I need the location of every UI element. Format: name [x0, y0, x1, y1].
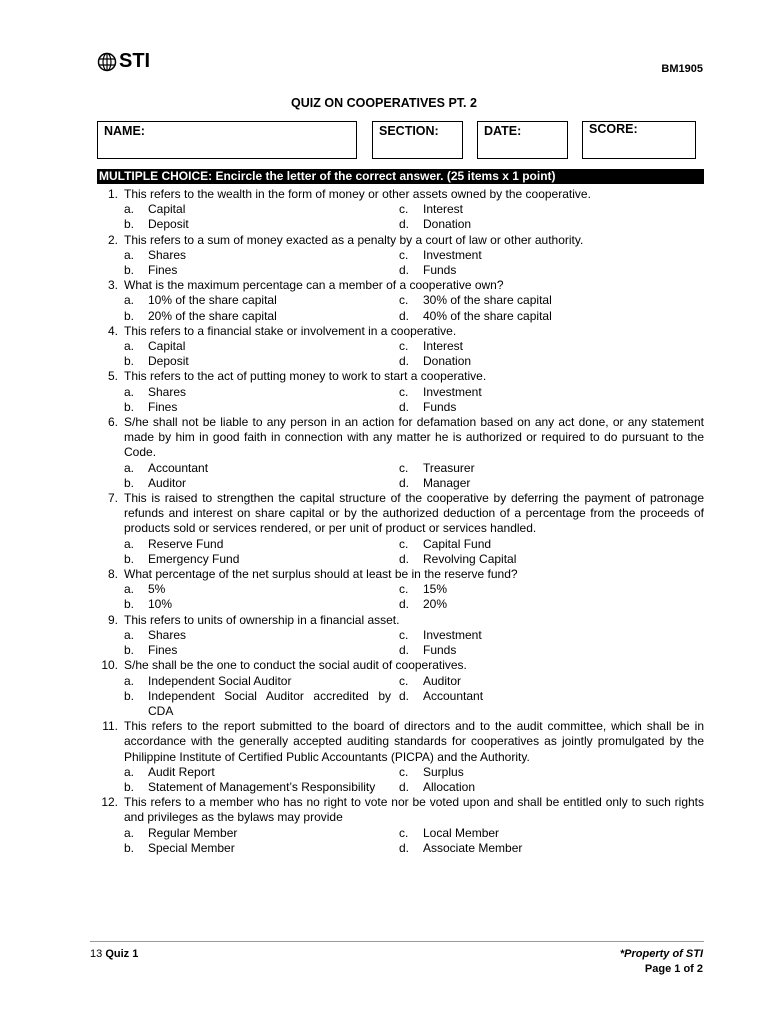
- option-text: Local Member: [423, 825, 500, 840]
- option-letter: c.: [399, 582, 409, 597]
- option-indent: [97, 628, 124, 658]
- option-text: Deposit: [148, 217, 189, 232]
- answer-option[interactable]: [399, 552, 704, 567]
- question-item: [97, 613, 704, 659]
- question-number: 10.: [101, 658, 118, 673]
- option-letter: a.: [124, 247, 135, 262]
- option-letter: d.: [399, 399, 410, 414]
- option-text: Donation: [423, 217, 472, 232]
- option-letter: c.: [399, 339, 409, 354]
- answer-option[interactable]: [124, 643, 399, 658]
- question-text: What percentage of the net surplus should at least be in the reserve fund?: [124, 567, 518, 582]
- answer-option[interactable]: [399, 309, 704, 324]
- option-text: 30% of the share capital: [423, 293, 552, 308]
- answer-option[interactable]: [399, 400, 704, 415]
- option-text: Shares: [148, 627, 187, 642]
- option-letter: c.: [399, 825, 409, 840]
- option-letter: a.: [124, 460, 135, 475]
- option-letter: d.: [399, 475, 410, 490]
- question-number: 5.: [107, 369, 118, 384]
- option-letter: a.: [124, 627, 135, 642]
- answer-option[interactable]: [124, 628, 399, 643]
- question-text: This refers to a sum of money exacted as a penalty by a court of law or other authority.: [124, 232, 584, 247]
- option-letter: c.: [399, 536, 409, 551]
- option-letter: a.: [124, 764, 135, 779]
- question-item: [97, 369, 704, 415]
- question-number: 7.: [107, 491, 118, 506]
- option-letter: c.: [399, 460, 409, 475]
- answer-option[interactable]: [124, 826, 399, 841]
- option-text: Fines: [148, 263, 178, 278]
- option-letter: a.: [124, 384, 135, 399]
- option-text: Statement of Management’s Responsibility: [148, 779, 376, 794]
- answer-option[interactable]: [399, 780, 704, 795]
- option-grid: [124, 202, 704, 232]
- option-letter: b.: [124, 643, 135, 658]
- answer-option[interactable]: [399, 476, 704, 491]
- answer-option[interactable]: [399, 537, 704, 552]
- option-letter: c.: [399, 247, 409, 262]
- question-text: S/he shall not be liable to any person in an action for defamation based on any act done, or any statement made by him in good faith in connection with any matter he is authorized or required to do pursuant to the Code.: [124, 415, 704, 460]
- option-text: Allocation: [423, 779, 476, 794]
- option-letter: c.: [399, 673, 409, 688]
- score-label: SCORE:: [589, 122, 638, 136]
- answer-option[interactable]: [124, 552, 399, 567]
- answer-option[interactable]: [124, 582, 399, 597]
- option-letter: b.: [124, 597, 135, 612]
- question-number: 3.: [107, 278, 118, 293]
- name-field[interactable]: [97, 121, 357, 159]
- option-text: Investment: [423, 247, 482, 262]
- answer-option[interactable]: [399, 385, 704, 400]
- answer-option[interactable]: [399, 202, 704, 217]
- option-text: Funds: [423, 263, 457, 278]
- option-text: Regular Member: [148, 825, 238, 840]
- option-text: 10%: [148, 597, 173, 612]
- option-text: Manager: [423, 475, 471, 490]
- answer-option[interactable]: [124, 309, 399, 324]
- option-letter: c.: [399, 627, 409, 642]
- option-letter: c.: [399, 202, 409, 217]
- option-letter: b.: [124, 688, 135, 703]
- footer-page: Page 1 of 2: [644, 963, 703, 975]
- option-letter: a.: [124, 673, 135, 688]
- option-text: Investment: [423, 627, 482, 642]
- option-grid: [124, 461, 704, 491]
- option-text: Reserve Fund: [148, 536, 224, 551]
- answer-option[interactable]: [124, 476, 399, 491]
- option-letter: d.: [399, 354, 410, 369]
- option-text: Funds: [423, 643, 457, 658]
- question-text: S/he shall be the one to conduct the social audit of cooperatives.: [124, 658, 467, 673]
- option-grid: [124, 293, 704, 323]
- answer-option[interactable]: [399, 826, 704, 841]
- answer-option[interactable]: [124, 354, 399, 369]
- question-list: [97, 187, 704, 856]
- question-item: [97, 658, 704, 719]
- answer-option[interactable]: [399, 293, 704, 308]
- page-title: QUIZ ON COOPERATIVES PT. 2: [291, 96, 477, 110]
- question-number: 11.: [102, 719, 118, 734]
- option-letter: d.: [399, 840, 410, 855]
- answer-option[interactable]: [124, 339, 399, 354]
- answer-option[interactable]: [399, 628, 704, 643]
- option-text: 10% of the share capital: [148, 293, 277, 308]
- option-letter: d.: [399, 597, 410, 612]
- answer-option[interactable]: [399, 674, 704, 689]
- question-text: This refers to the wealth in the form of money or other assets owned by the cooperative.: [124, 187, 591, 201]
- option-indent: [97, 537, 124, 567]
- instructions-banner: MULTIPLE CHOICE: Encircle the letter of the correct answer. (25 items x 1 point): [97, 169, 704, 184]
- section-label: SECTION:: [379, 124, 439, 138]
- option-text: Interest: [423, 202, 464, 217]
- option-letter: b.: [124, 840, 135, 855]
- option-grid: [124, 765, 704, 795]
- date-label: DATE:: [484, 124, 522, 138]
- option-text: Capital: [148, 202, 186, 217]
- option-text: Shares: [148, 247, 187, 262]
- answer-option[interactable]: [399, 217, 704, 232]
- option-text: Accountant: [148, 460, 209, 475]
- footer-left: [90, 948, 138, 960]
- question-number: 8.: [107, 567, 118, 582]
- answer-option[interactable]: [399, 263, 704, 278]
- option-letter: c.: [399, 764, 409, 779]
- answer-option[interactable]: [399, 643, 704, 658]
- section-field[interactable]: [372, 121, 463, 159]
- option-letter: b.: [124, 263, 135, 278]
- answer-option[interactable]: [124, 293, 399, 308]
- option-text: 20% of the share capital: [148, 308, 277, 323]
- option-indent: [97, 826, 124, 856]
- option-indent: [97, 202, 124, 232]
- score-field[interactable]: [582, 121, 696, 159]
- answer-option[interactable]: [124, 537, 399, 552]
- option-letter: b.: [124, 779, 135, 794]
- option-letter: d.: [399, 779, 410, 794]
- answer-option[interactable]: [124, 597, 399, 612]
- option-text: Independent Social Auditor accredited by CDA: [148, 688, 391, 718]
- question-item: [97, 278, 704, 324]
- option-letter: d.: [399, 551, 410, 566]
- answer-option[interactable]: [124, 780, 399, 795]
- globe-icon: [97, 52, 117, 72]
- option-text: Independent Social Auditor: [148, 673, 292, 688]
- option-text: Associate Member: [423, 840, 523, 855]
- option-indent: [97, 248, 124, 278]
- option-text: Investment: [423, 384, 482, 399]
- question-number: 6.: [107, 415, 118, 430]
- question-number: 2.: [107, 232, 118, 247]
- answer-option[interactable]: [124, 217, 399, 232]
- option-letter: c.: [399, 384, 409, 399]
- option-letter: a.: [124, 339, 135, 354]
- answer-option[interactable]: [124, 689, 399, 719]
- question-item: [97, 719, 704, 795]
- option-text: Capital: [148, 339, 186, 354]
- option-text: Emergency Fund: [148, 551, 240, 566]
- option-text: Auditor: [423, 673, 462, 688]
- option-text: Shares: [148, 384, 187, 399]
- option-letter: d.: [399, 263, 410, 278]
- name-label: NAME:: [104, 124, 145, 138]
- answer-option[interactable]: [399, 689, 704, 719]
- question-number: 1.: [107, 187, 118, 201]
- option-grid: [124, 826, 704, 856]
- answer-option[interactable]: [399, 765, 704, 780]
- option-letter: a.: [124, 582, 135, 597]
- option-indent: [97, 765, 124, 795]
- option-text: Donation: [423, 354, 472, 369]
- option-text: Surplus: [423, 764, 464, 779]
- option-indent: [97, 461, 124, 491]
- option-text: 15%: [423, 582, 448, 597]
- answer-option[interactable]: [124, 674, 399, 689]
- answer-option[interactable]: [399, 248, 704, 263]
- date-field[interactable]: [477, 121, 568, 159]
- option-grid: [124, 339, 704, 369]
- answer-option[interactable]: [399, 461, 704, 476]
- option-letter: b.: [124, 399, 135, 414]
- answer-option[interactable]: [124, 841, 399, 856]
- logo-text: STI: [119, 50, 151, 72]
- question-text: This refers to units of ownership in a financial asset.: [124, 612, 400, 627]
- option-text: Capital Fund: [423, 536, 492, 551]
- question-item: [97, 324, 704, 370]
- question-item: [97, 233, 704, 279]
- option-text: Interest: [423, 339, 464, 354]
- question-number: 12.: [101, 795, 118, 810]
- option-letter: b.: [124, 354, 135, 369]
- question-text: What is the maximum percentage can a member of a cooperative own?: [124, 278, 504, 293]
- option-indent: [97, 674, 124, 720]
- option-grid: [124, 674, 704, 720]
- question-item: [97, 187, 704, 233]
- question-number: 9.: [107, 612, 118, 627]
- option-indent: [97, 293, 124, 323]
- option-letter: d.: [399, 217, 410, 232]
- answer-option[interactable]: [124, 400, 399, 415]
- option-text: Fines: [148, 643, 178, 658]
- option-grid: [124, 582, 704, 612]
- answer-option[interactable]: [399, 597, 704, 612]
- answer-option[interactable]: [124, 263, 399, 278]
- question-item: [97, 567, 704, 613]
- question-number: 4.: [107, 323, 118, 338]
- option-letter: a.: [124, 825, 135, 840]
- answer-option[interactable]: [399, 339, 704, 354]
- option-letter: a.: [124, 293, 135, 308]
- option-indent: [97, 582, 124, 612]
- answer-option[interactable]: [124, 765, 399, 780]
- option-letter: a.: [124, 202, 135, 217]
- answer-option[interactable]: [399, 582, 704, 597]
- answer-option[interactable]: [124, 385, 399, 400]
- option-grid: [124, 537, 704, 567]
- option-text: Treasurer: [423, 460, 475, 475]
- question-text: This refers to the report submitted to the board of directors and to the audit committee, which shall be in accordance with the generally accepted auditing standards for cooperatives as jointly promulgated by the Philippine Institute of Certified Public Accountants (PICPA) and the Authority.: [124, 719, 704, 764]
- question-text: This refers to a financial stake or involvement in a cooperative.: [124, 323, 457, 338]
- option-letter: b.: [124, 475, 135, 490]
- answer-option[interactable]: [399, 354, 704, 369]
- option-text: 40% of the share capital: [423, 308, 552, 323]
- option-text: 5%: [148, 582, 166, 597]
- question-item: [97, 795, 704, 856]
- option-text: Revolving Capital: [423, 551, 517, 566]
- option-letter: a.: [124, 536, 135, 551]
- option-grid: [124, 628, 704, 658]
- question-item: [97, 415, 704, 491]
- sti-logo: [97, 50, 150, 73]
- option-text: Accountant: [423, 688, 484, 703]
- document-code: BM1905: [661, 63, 703, 75]
- answer-option[interactable]: [124, 461, 399, 476]
- option-grid: [124, 248, 704, 278]
- option-indent: [97, 339, 124, 369]
- question-text: This is raised to strengthen the capital structure of the cooperative by deferring the payment of patronage refunds and interest on share capital or by the authorized deduction of a percentage from the proceeds of products sold or services rendered, or per unit of product or services handled.: [124, 491, 704, 536]
- option-text: Fines: [148, 399, 178, 414]
- footer-divider: [90, 941, 704, 942]
- option-letter: b.: [124, 217, 135, 232]
- answer-option[interactable]: [124, 202, 399, 217]
- option-letter: d.: [399, 643, 410, 658]
- option-letter: c.: [399, 293, 409, 308]
- footer-label: Quiz 1: [105, 948, 139, 960]
- option-letter: b.: [124, 308, 135, 323]
- option-text: Deposit: [148, 354, 189, 369]
- option-text: Funds: [423, 399, 457, 414]
- footer-property: *Property of STI: [619, 948, 703, 960]
- option-grid: [124, 385, 704, 415]
- question-item: [97, 491, 704, 567]
- option-letter: b.: [124, 551, 135, 566]
- answer-option[interactable]: [124, 248, 399, 263]
- option-text: Auditor: [148, 475, 187, 490]
- option-text: Audit Report: [148, 764, 215, 779]
- option-text: 20%: [423, 597, 448, 612]
- footer-number: 13: [90, 948, 103, 960]
- question-text: This refers to a member who has no right to vote nor be voted upon and shall be entitled only to such rights and privileges as the bylaws may provide: [124, 795, 704, 825]
- option-text: Special Member: [148, 840, 235, 855]
- option-letter: d.: [399, 308, 410, 323]
- option-indent: [97, 385, 124, 415]
- option-letter: d.: [399, 688, 410, 703]
- answer-option[interactable]: [399, 841, 704, 856]
- question-text: This refers to the act of putting money to work to start a cooperative.: [124, 369, 487, 384]
